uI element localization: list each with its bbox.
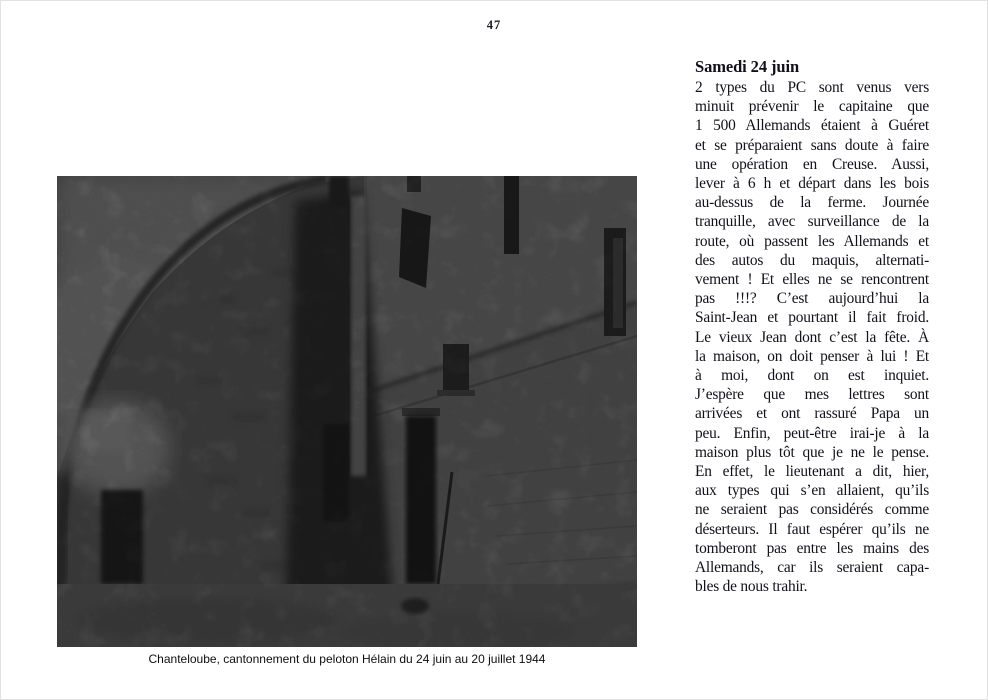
entry-line: ne seraient pas considérés comme: [695, 501, 929, 519]
entry-line: et se préparaient sans doute à faire: [695, 136, 929, 154]
entry-line: 1 500 Allemands étaient à Guéret: [695, 117, 929, 135]
entry-line: lever à 6 h et départ dans les bois: [695, 175, 929, 193]
entry-line: déserteurs. Il faut espérer qu’ils ne: [695, 520, 929, 538]
entry-line: Allemands, car ils seraient capa-: [695, 559, 929, 577]
entry-heading: Samedi 24 juin: [695, 57, 800, 76]
entry-line: minuit prévenir le capitaine que: [695, 98, 929, 116]
entry-line: vement ! Et elles ne se rencontrent: [695, 271, 929, 289]
entry-line: des autos du maquis, alternati-: [695, 251, 929, 269]
entry-line: En effet, le lieutenant a dit, hier,: [695, 463, 929, 481]
entry-line: maison plus tôt que je ne le pense.: [695, 443, 929, 461]
entry-body: [695, 78, 929, 596]
photo-figure: [57, 176, 637, 647]
entry-line: Le vieux Jean dont c’est la fête. À: [695, 328, 929, 346]
entry-line: tomberont pas entre les mains des: [695, 539, 929, 557]
entry-line: peu. Enfin, peut-être irai-je à la: [695, 424, 929, 442]
entry-line: route, où passent les Allemands et: [695, 232, 929, 250]
diary-entry: [695, 56, 929, 596]
entry-line: arrivées et ont rassuré Papa un: [695, 405, 929, 423]
photo-caption: Chanteloube, cantonnement du peloton Hélain du 24 juin au 20 juillet 1944: [148, 652, 546, 666]
entry-line: pas !!!? C’est aujourd’hui la: [695, 290, 929, 308]
photo-chanteloube-street: [57, 176, 637, 647]
entry-line: J’espère que mes lettres sont: [695, 386, 929, 404]
entry-line: à moi, dont on est inquiet.: [695, 367, 929, 385]
entry-line: tranquille, avec surveillance de la: [695, 213, 929, 231]
entry-line: 2 types du PC sont venus vers: [695, 79, 929, 96]
entry-line: une opération en Creuse. Aussi,: [695, 155, 929, 173]
page-number: 47: [486, 18, 502, 32]
entry-line: Saint-Jean et pourtant il fait froid.: [695, 309, 929, 327]
entry-line: la maison, on doit penser à lui ! Et: [695, 347, 929, 365]
entry-line: aux types qui s’en allaient, qu’ils: [695, 482, 929, 500]
entry-line: au-dessus de la ferme. Journée: [695, 194, 929, 212]
entry-line: bles de nous trahir.: [695, 578, 808, 596]
